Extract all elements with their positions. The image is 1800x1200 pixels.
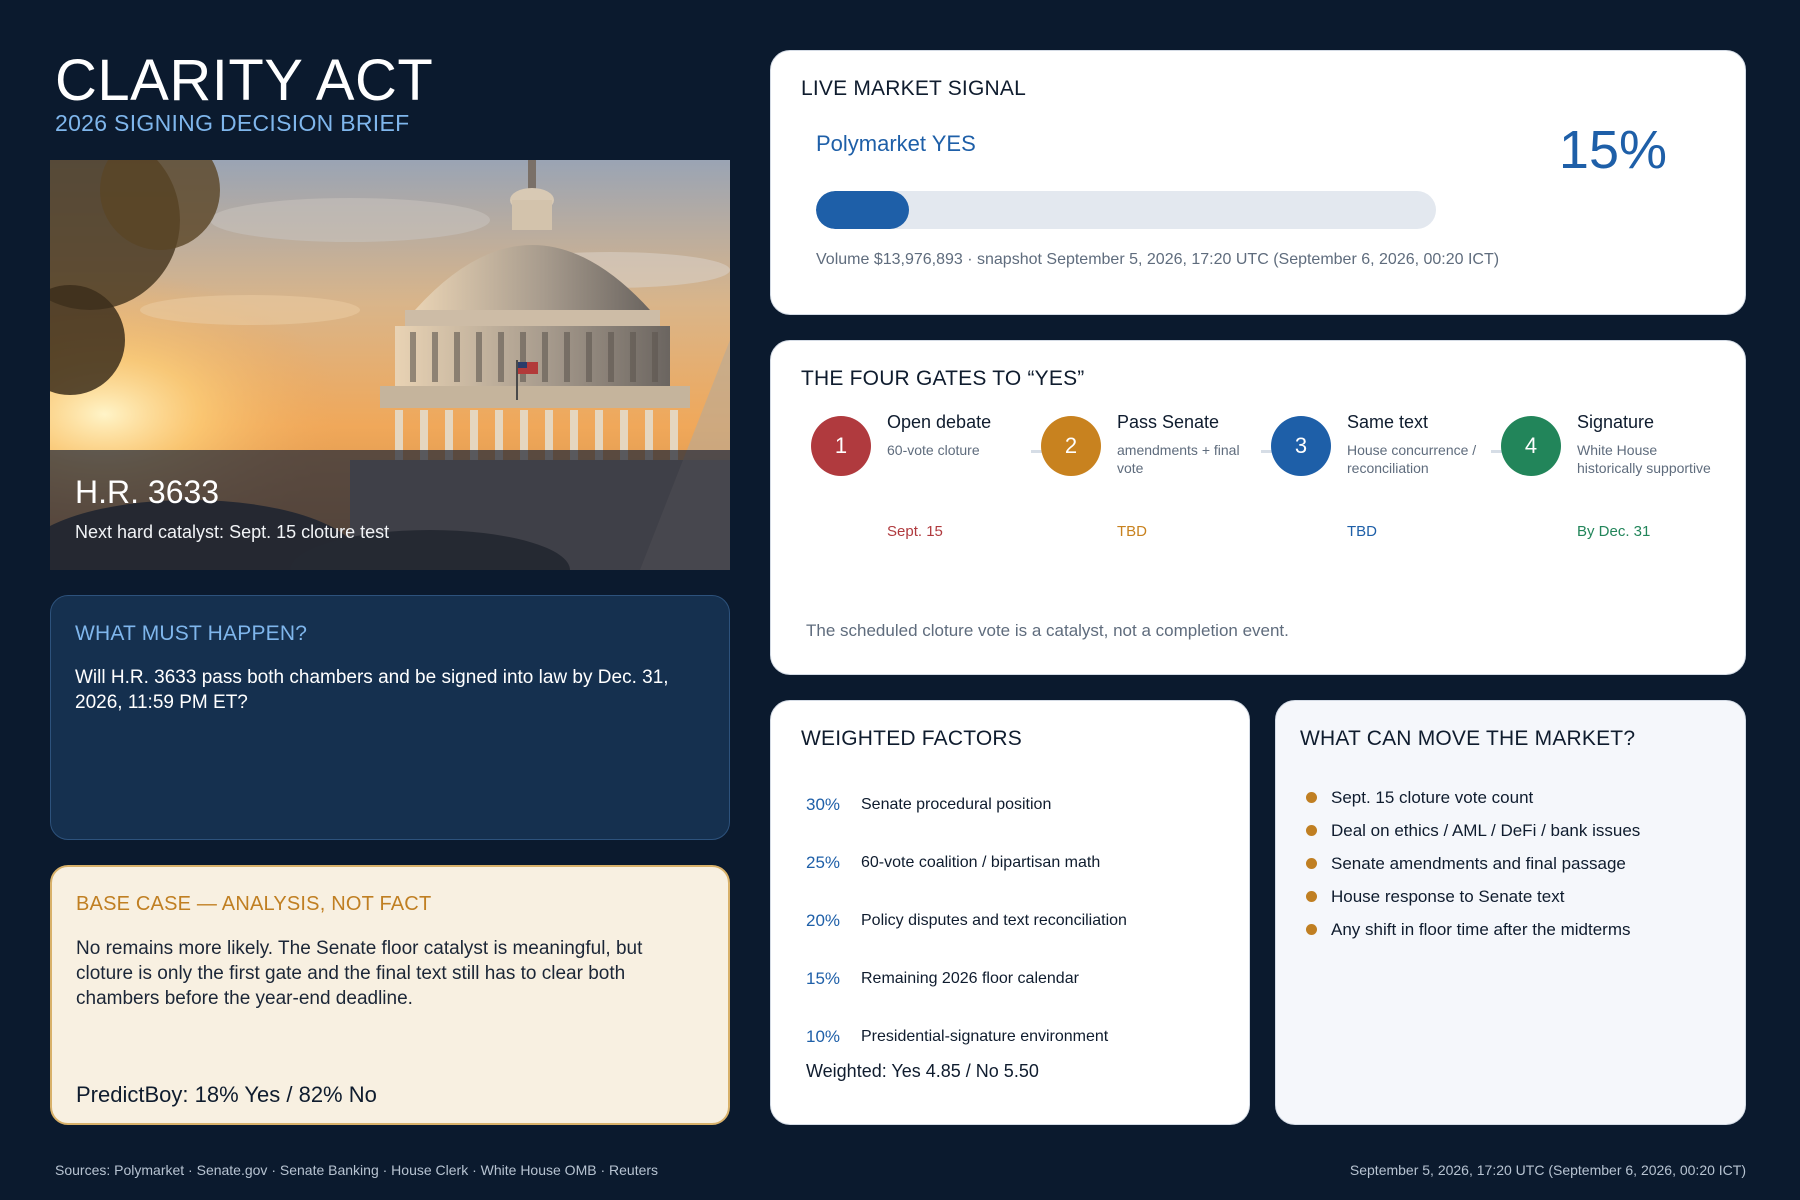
weighted-score: Weighted: Yes 4.85 / No 5.50 [806,1061,1039,1081]
footer-sources: Sources: Polymarket · Senate.gov · Senate Banking · House Clerk · White House OMB · Reuters [55,1162,659,1178]
gate-number-badge: 4 [1501,416,1561,476]
polymarket-yes-label: Polymarket YES [816,131,976,156]
factor-row [806,1008,1226,1066]
bullet-dot-icon [1306,858,1317,869]
next-catalyst-text: Next hard catalyst: Sept. 15 cloture test [75,522,390,542]
gate-2 [1041,412,1261,546]
factor-label: Policy disputes and text reconciliation [861,912,1127,929]
what-must-happen-card [50,595,730,840]
base-case-body: No remains more likely. The Senate floor catalyst is meaningful, but cloture is only the first gate and the final text still has to clear both chambers before the year-end deadline. [76,938,643,1009]
bullet-dot-icon [1306,924,1317,935]
market-movers-card [1275,700,1746,1125]
factor-row [806,776,1226,834]
market-movers-list [1306,781,1640,946]
weighted-factors-card [770,700,1250,1125]
list-item [1306,847,1640,880]
market-movers-heading: WHAT CAN MOVE THE MARKET? [1300,727,1636,750]
list-item-label: Sept. 15 cloture vote count [1331,787,1534,807]
factor-row [806,834,1226,892]
list-item [1306,913,1640,946]
bill-number: H.R. 3633 [75,474,220,510]
gate-title: Signature [1577,412,1655,432]
probability-bar-fill [816,191,909,229]
list-item-label: Deal on ethics / AML / DeFi / bank issues [1331,820,1641,840]
gate-4 [1501,412,1721,546]
gate-date: TBD [1347,523,1377,540]
live-market-heading: LIVE MARKET SIGNAL [801,77,1026,100]
gate-description: White House historically supportive [1577,442,1711,476]
what-must-happen-body: Will H.R. 3633 pass both chambers and be signed into law by Dec. 31, 2026, 11:59 PM ET? [75,667,669,713]
predictboy-forecast: PredictBoy: 18% Yes / 82% No [76,1082,377,1107]
bullet-dot-icon [1306,825,1317,836]
base-case-heading: BASE CASE — ANALYSIS, NOT FACT [76,893,432,915]
gate-date: TBD [1117,523,1147,540]
gate-date: By Dec. 31 [1577,523,1651,540]
weighted-factors-heading: WEIGHTED FACTORS [801,727,1022,750]
list-item-label: Any shift in floor time after the midterms [1331,919,1631,939]
gate-number-badge: 2 [1041,416,1101,476]
factor-label: 60-vote coalition / bipartisan math [861,854,1101,871]
gate-title: Pass Senate [1117,412,1220,432]
gate-description: 60-vote cloture [887,442,980,458]
gate-1 [811,412,1031,546]
list-item-label: House response to Senate text [1331,886,1565,906]
bullet-dot-icon [1306,891,1317,902]
list-item [1306,781,1640,814]
factor-weight: 20% [806,911,841,930]
factor-weight: 10% [806,1027,841,1046]
base-case-card [50,865,730,1125]
gate-number-badge: 3 [1271,416,1331,476]
factor-label: Remaining 2026 floor calendar [861,970,1079,987]
gate-number-badge: 1 [811,416,871,476]
list-item [1306,814,1640,847]
factor-label: Presidential-signature environment [861,1028,1109,1045]
four-gates-heading: THE FOUR GATES TO “YES” [801,367,1085,390]
gate-description: House concurrence / reconciliation [1347,442,1477,476]
polymarket-yes-percent: 15% [1558,120,1667,180]
live-market-signal-card [770,50,1746,315]
hero-image-panel [50,160,730,570]
factor-weight: 30% [806,795,841,814]
four-gates-card [770,340,1746,675]
gate-description: amendments + final vote [1117,442,1240,476]
factor-row [806,950,1226,1008]
list-item-label: Senate amendments and final passage [1331,853,1626,873]
probability-bar-track [816,191,1436,229]
footer-timestamp: September 5, 2026, 17:20 UTC (September 6, 2026, 00:20 ICT) [1349,1162,1746,1178]
gate-title: Open debate [887,412,992,432]
bullet-dot-icon [1306,792,1317,803]
gate-3 [1271,412,1491,546]
page-title: CLARITY ACT [55,48,434,113]
factor-weight: 15% [806,969,841,988]
gate-title: Same text [1347,412,1429,432]
weighted-factors-list [806,776,1226,1066]
gates-footnote: The scheduled cloture vote is a catalyst, not a completion event. [806,621,1289,640]
gate-date: Sept. 15 [887,523,943,540]
page-subtitle: 2026 SIGNING DECISION BRIEF [55,110,410,136]
factor-weight: 25% [806,853,841,872]
what-must-happen-heading: WHAT MUST HAPPEN? [75,622,308,645]
factor-label: Senate procedural position [861,796,1052,813]
list-item [1306,880,1640,913]
factor-row [806,892,1226,950]
volume-snapshot-text: Volume $13,976,893 · snapshot September 5, 2026, 17:20 UTC (September 6, 2026, 00:20 ICT) [816,251,1500,268]
